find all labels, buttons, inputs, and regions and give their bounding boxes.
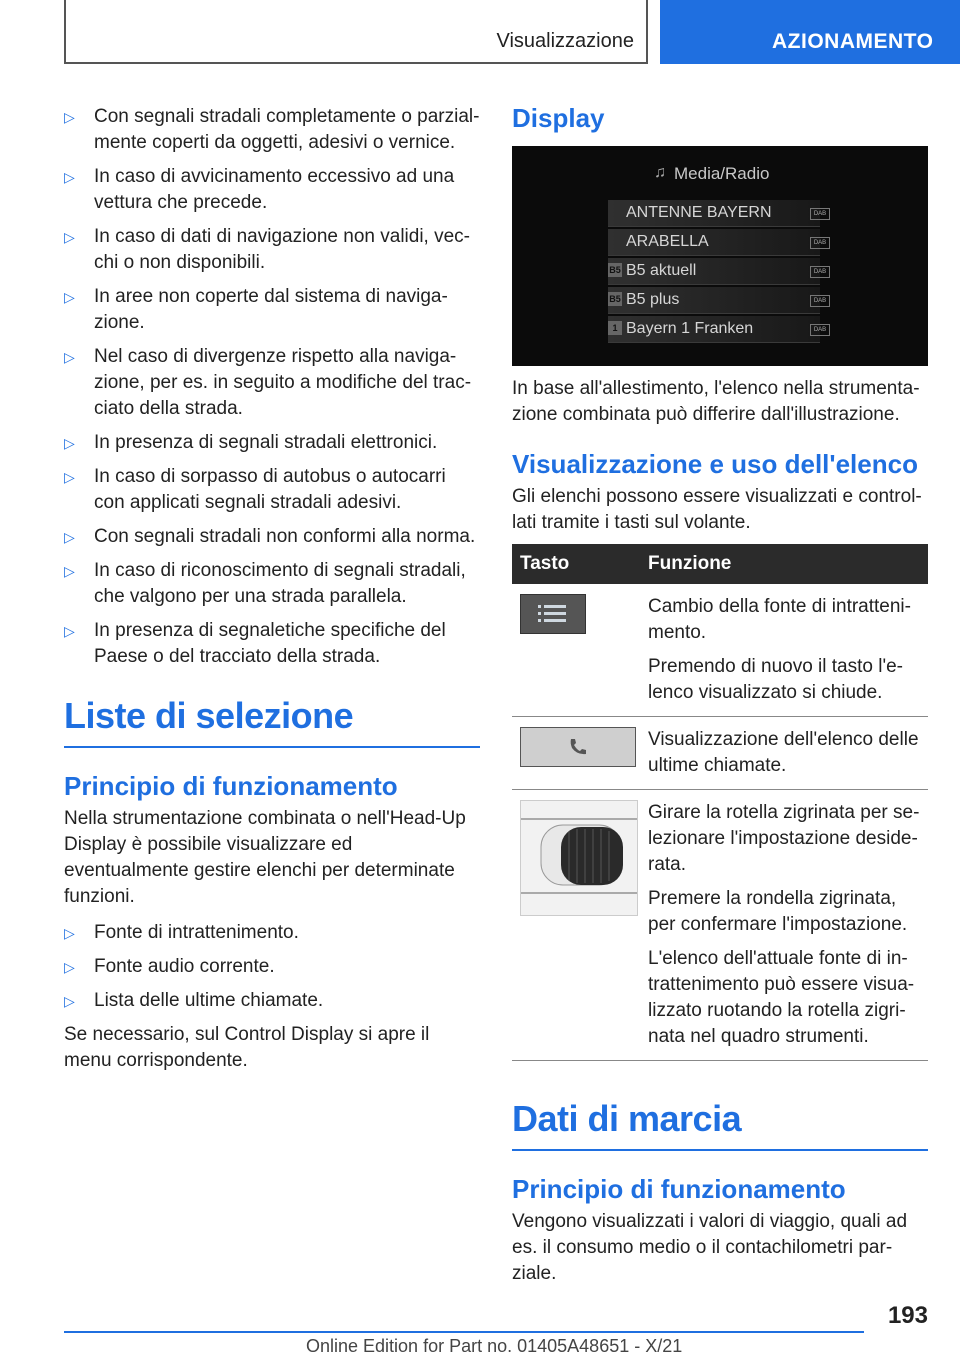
bullet-triangle-icon: ▷ (64, 529, 75, 545)
function-text: Visualizzazione dell'elenco delle ultime chiamate. (648, 729, 919, 776)
bullet-triangle-icon: ▷ (64, 229, 75, 245)
header-section-title: Visualizzazione (496, 30, 634, 52)
bullet-triangle-icon: ▷ (64, 469, 75, 485)
screen-row: 1 Bayern 1 Franken DAB (608, 316, 820, 343)
display-screenshot (512, 146, 928, 366)
bullet-triangle-icon: ▷ (64, 109, 75, 125)
station-logo: B5 (609, 265, 621, 275)
screen-row: B5 B5 aktuell DAB (608, 258, 820, 285)
media-radio-icon: ♫ (654, 164, 666, 181)
keys-table (512, 544, 928, 1061)
phone-icon (520, 727, 636, 767)
table-row (512, 790, 928, 1061)
list-item: ▷ In caso di avvicinamento eccessivo ad una vettura che precede. (64, 166, 455, 213)
table-header-function: Funzione (640, 544, 928, 584)
list-item: ▷ Nel caso di divergenze rispetto alla naviga-zione, per es. in seguito a modifiche del trac-ciato della strada. (64, 346, 472, 419)
bullet-triangle-icon: ▷ (64, 435, 75, 451)
function-text: Premendo di nuovo il tasto l'e-lenco visualizzato si chiude. (648, 656, 903, 703)
bullet-triangle-icon: ▷ (64, 169, 75, 185)
header-chapter-tab (660, 0, 960, 64)
heading-display: Display (512, 103, 605, 133)
list-item: ▷ In aree non coperte dal sistema di naviga-zione. (64, 286, 448, 333)
footer-edition: Online Edition for Part no. 01405A48651 - X/21 (306, 1336, 683, 1356)
header-chapter-label: AZIONAMENTO (772, 30, 934, 53)
bullet-triangle-icon: ▷ (64, 993, 75, 1009)
intro-paragraph: Nella strumentazione combinata o nell'Head-Up Display è possibile visualizzare ed eventualmente gestire elenchi per determinate funzioni. (64, 808, 466, 907)
function-text: Girare la rotella zigrinata per se-lezionare l'impostazione deside-rata. (648, 802, 920, 875)
heading-liste-di-selezione: Liste di selezione (64, 696, 480, 748)
function-text: Premere la rondella zigrinata, per confermare l'impostazione. (648, 888, 908, 935)
station-logo: B5 (609, 294, 621, 304)
limitations-list (64, 104, 480, 670)
bullet-triangle-icon: ▷ (64, 959, 75, 975)
thumbwheel-icon (520, 800, 638, 916)
bullet-triangle-icon: ▷ (64, 289, 75, 305)
list-item: ▷ In presenza di segnali stradali elettronici. (64, 430, 480, 456)
list-item: ▷ In caso di riconoscimento di segnali stradali, che valgono per una strada parallela. (64, 560, 466, 607)
dati-paragraph: Vengono visualizzati i valori di viaggio, quali ad es. il consumo medio o il contachilometri par-ziale. (512, 1211, 908, 1284)
footer-divider (64, 1331, 864, 1333)
function-text: L'elenco dell'attuale fonte di in-trattenimento può essere visua-lizzato ruotando la rotella zigri-nata nel quadro strumenti. (648, 948, 915, 1047)
bullet-triangle-icon: ▷ (64, 349, 75, 365)
screen-row: B5 B5 plus DAB (608, 287, 820, 314)
screen-title: Media/Radio (674, 164, 770, 183)
table-row (512, 584, 928, 717)
heading-principio: Principio di funzionamento (64, 771, 398, 801)
heading-dati-di-marcia: Dati di marcia (512, 1099, 928, 1151)
list-item: ▷ Fonte audio corrente. (64, 954, 480, 980)
list-item: ▷ Con segnali stradali non conformi alla norma. (64, 524, 480, 550)
list-item: ▷ In caso di sorpasso di autobus o autocarri con applicati segnali stradali adesivi. (64, 466, 446, 513)
bullet-triangle-icon: ▷ (64, 563, 75, 579)
left-column (64, 98, 480, 1074)
list-item: ▷ Lista delle ultime chiamate. (64, 988, 480, 1014)
heading-principio-dati: Principio di funzionamento (512, 1174, 846, 1204)
station-logo: 1 (608, 321, 622, 335)
list-types (64, 920, 480, 1014)
header-section-box (64, 0, 648, 64)
list-item: ▷ In caso di dati di navigazione non validi, vec-chi o non disponibili. (64, 226, 471, 273)
list-item: ▷ Con segnali stradali completamente o parzial-mente coperti da oggetti, adesivi o vernice. (64, 106, 480, 153)
page-number: 193 (887, 1302, 928, 1329)
table-row (512, 717, 928, 790)
screen-row: ANTENNE BAYERN DAB (608, 200, 820, 227)
display-caption: In base all'allestimento, l'elenco nella strumenta-zione combinata può differire dall'illustrazione. (512, 378, 920, 425)
list-item: ▷ Fonte di intrattenimento. (64, 920, 480, 946)
heading-visualizzazione-uso: Visualizzazione e uso dell'elenco (512, 449, 918, 479)
menu-paragraph: Se necessario, sul Control Display si apre il menu corrispondente. (64, 1024, 430, 1071)
bullet-triangle-icon: ▷ (64, 623, 75, 639)
list-item: ▷ In presenza di segnaletiche specifiche del Paese o del tracciato della strada. (64, 620, 446, 667)
list-icon (520, 594, 586, 634)
bullet-triangle-icon: ▷ (64, 925, 75, 941)
right-column (512, 98, 928, 1287)
function-text: Cambio della fonte di intratteni-mento. (648, 596, 911, 643)
screen-row: ARABELLA DAB (608, 229, 820, 256)
table-header-key: Tasto (512, 544, 640, 584)
list-paragraph: Gli elenchi possono essere visualizzati e control-lati tramite i tasti sul volante. (512, 486, 922, 533)
